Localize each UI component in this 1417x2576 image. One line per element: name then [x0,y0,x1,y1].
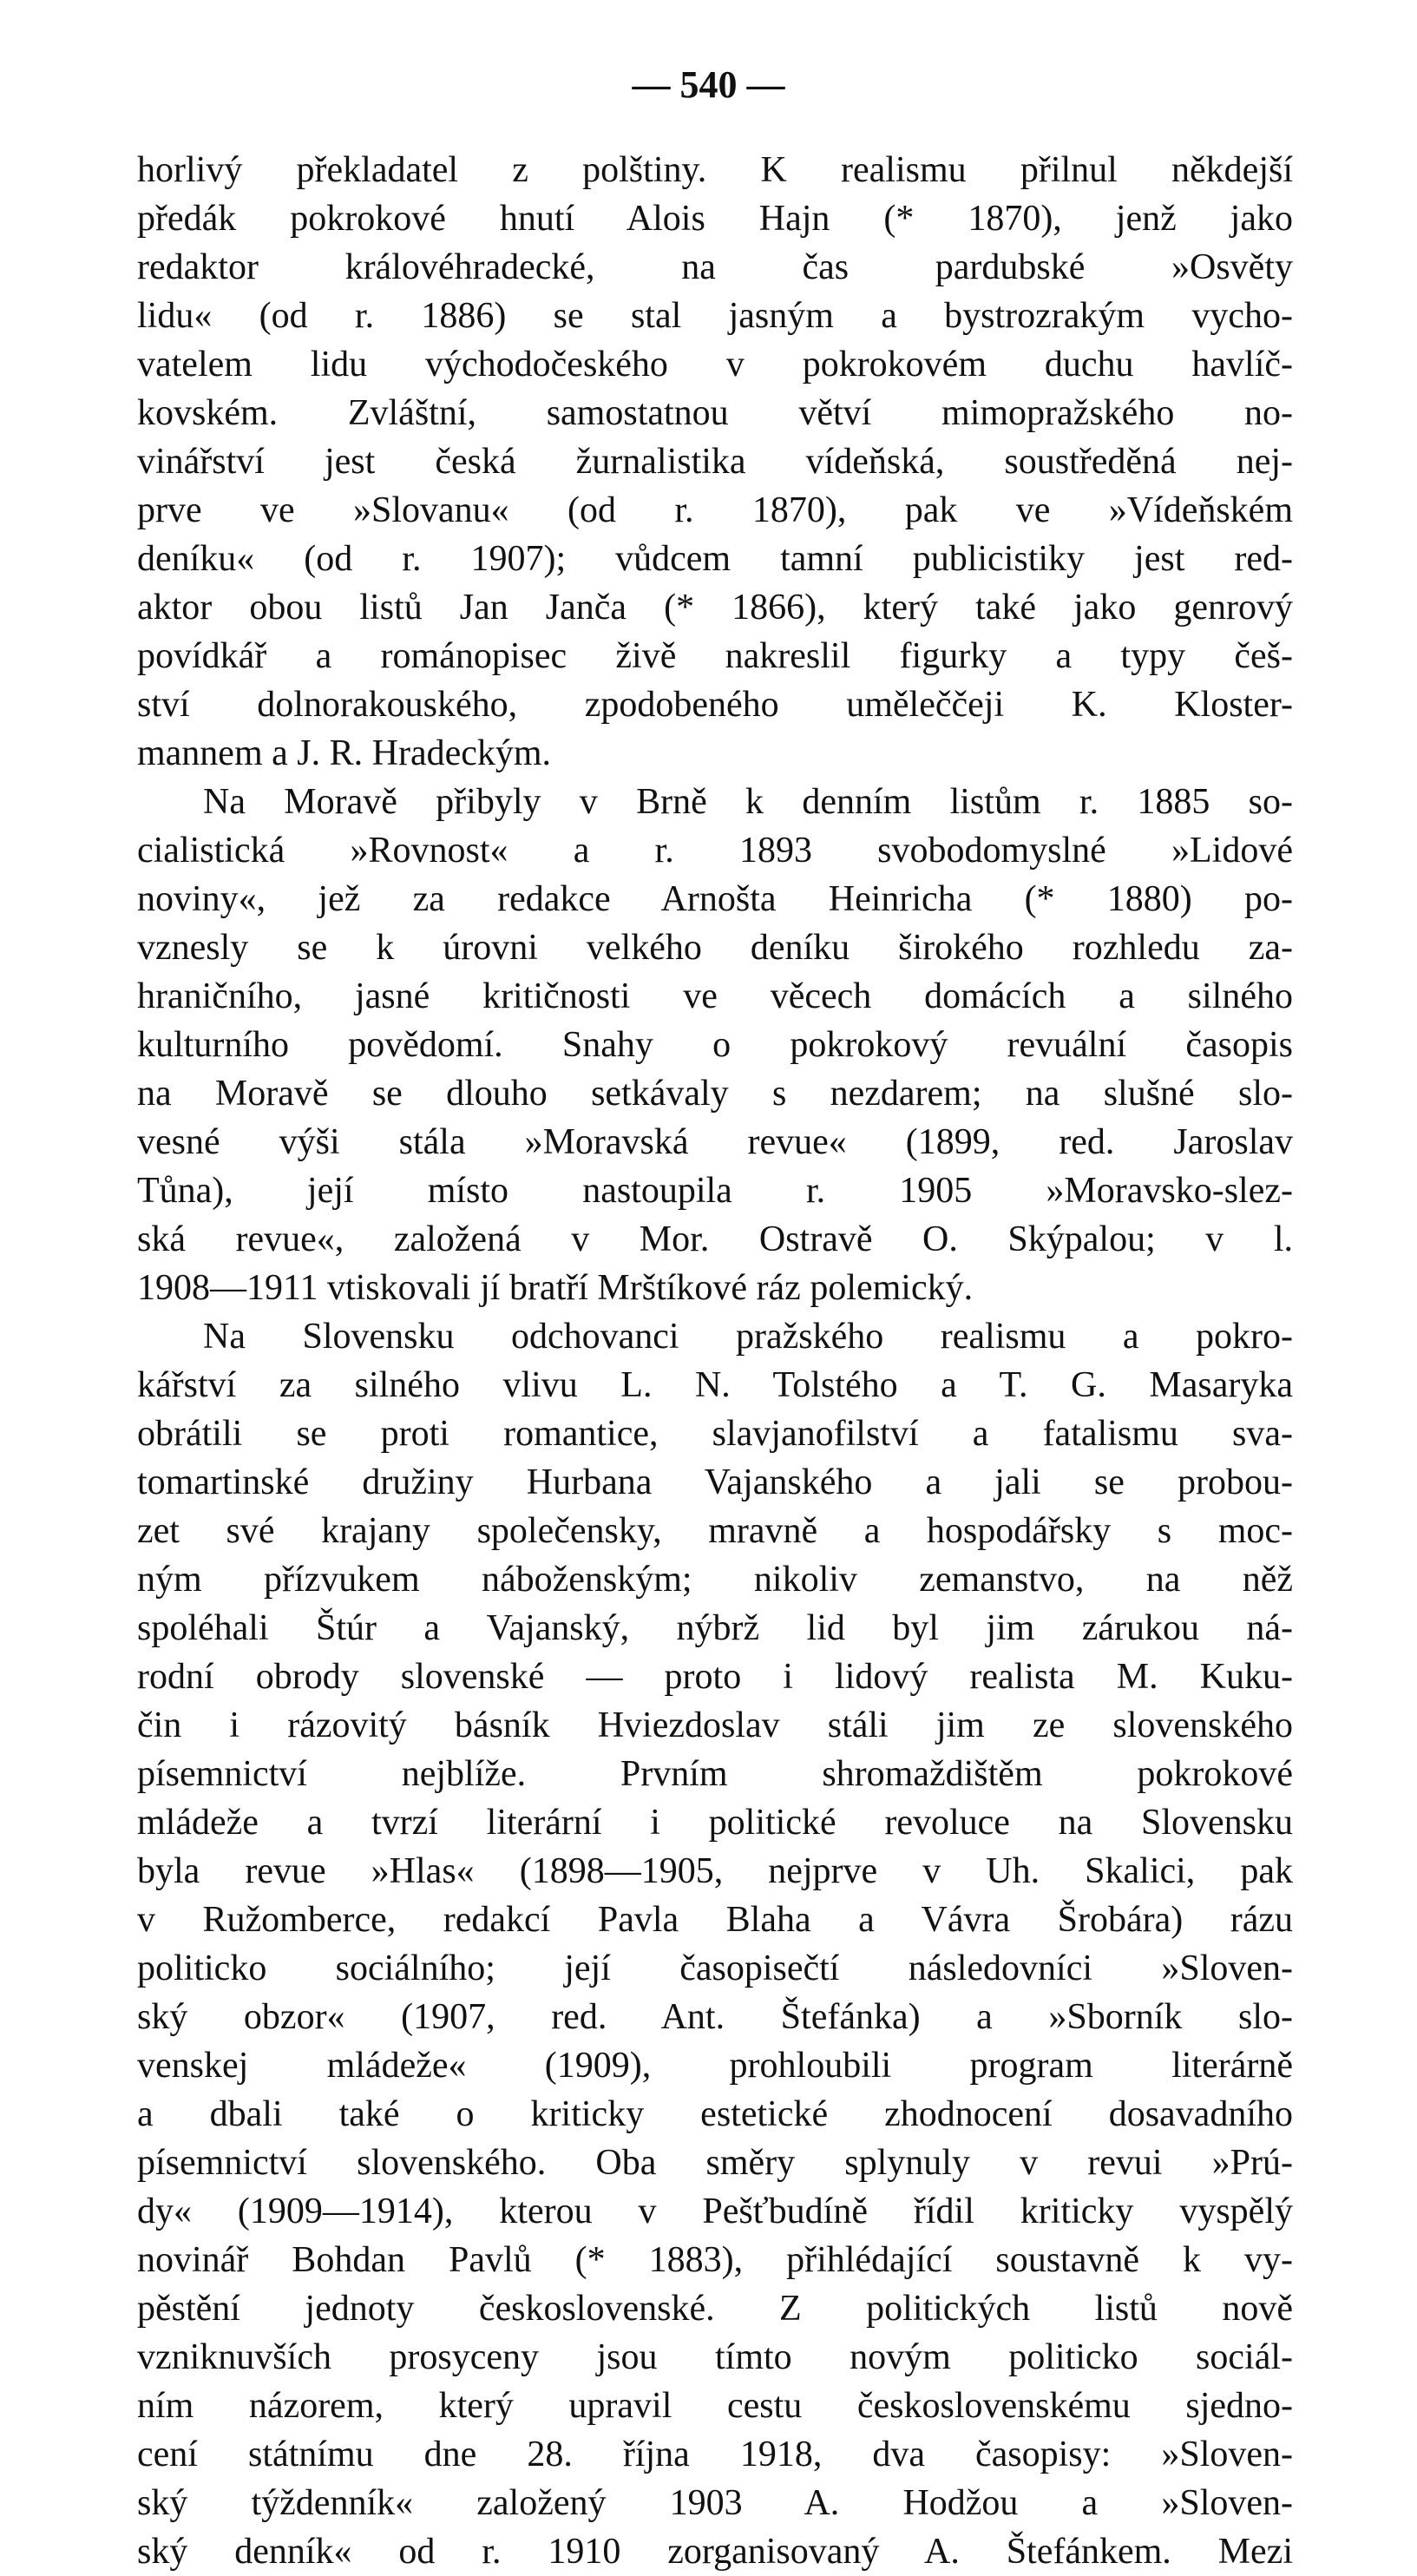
text-line: prve ve »Slovanu« (od r. 1870), pak ve »Vídeňském [137,490,1293,530]
page-number: — 540 — [632,63,785,106]
text-line: ným přízvukem náboženským; nikoliv zemanstvo, na něž [137,1560,1293,1600]
text-line: ním názorem, který upravil cestu československému sjedno- [137,2386,1293,2426]
text-line: noviny«, jež za redakce Arnošta Heinricha (* 1880) po- [137,879,1293,919]
text-line: vesné výši stála »Moravská revue« (1899, red. Jaroslav [137,1122,1293,1162]
text-line: ský obzor« (1907, red. Ant. Štefánka) a »Sborník slo- [137,1997,1293,2037]
text-line: novinář Bohdan Pavlů (* 1883), přihlédající soustavně k vy- [137,2240,1293,2280]
text-line: obrátili se proti romantice, slavjanofilství a fatalismu sva- [137,1414,1293,1454]
text-line: povídkář a románopisec živě nakreslil figurky a typy češ- [137,636,1293,676]
text-line: kovském. Zvláštní, samostatnou větví mimopražského no- [137,393,1293,433]
body-text [137,146,1293,2576]
text-line: hraničního, jasné kritičnosti ve věcech domácích a silného [137,976,1293,1016]
text-line: ský týždenník« založený 1903 A. Hodžou a »Sloven- [137,2483,1293,2523]
text-line: pěstění jednoty československé. Z politických listů nově [137,2289,1293,2329]
text-line: písemnictví slovenského. Oba směry splynuly v revui »Prú- [137,2143,1293,2183]
text-line: dy« (1909—1914), kterou v Pešťbudíně řídil kriticky vyspělý [137,2192,1293,2231]
text-line: 1908—1911 vtiskovali jí bratří Mrštíkové ráz polemický. [137,1268,974,1308]
text-line: deníku« (od r. 1907); vůdcem tamní publicistiky jest red- [137,539,1293,579]
text-line: Tůna), její místo nastoupila r. 1905 »Moravsko-slez- [137,1171,1293,1211]
text-line: rodní obrody slovenské — proto i lidový realista M. Kuku- [137,1657,1293,1697]
text-line: vzniknuvších prosyceny jsou tímto novým politicko sociál- [137,2337,1293,2377]
text-line: v Ružomberce, redakcí Pavla Blaha a Vávra Šrobára) rázu [137,1900,1293,1940]
text-line: ský denník« od r. 1910 zorganisovaný A. Štefánkem. Mezi [137,2532,1293,2572]
text-line: lidu« (od r. 1886) se stal jasným a bystrozrakým vycho- [137,296,1293,336]
text-line: zet své krajany společensky, mravně a hospodářsky s moc- [137,1511,1293,1551]
text-line: mládeže a tvrzí literární i politické revoluce na Slovensku [137,1803,1293,1843]
text-line: vinářství jest česká žurnalistika vídeňská, soustředěná nej- [137,442,1293,482]
text-line: kářství za silného vlivu L. N. Tolstého a T. G. Masaryka [137,1365,1293,1405]
text-line: aktor obou listů Jan Janča (* 1866), který také jako genrový [137,588,1293,628]
text-line: kulturního povědomí. Snahy o pokrokový revuální časopis [137,1025,1293,1065]
text-line: cení státnímu dne 28. října 1918, dva časopisy: »Sloven- [137,2435,1293,2474]
text-line: předák pokrokové hnutí Alois Hajn (* 1870), jenž jako [137,199,1293,239]
text-line: vznesly se k úrovni velkého deníku širokého rozhledu za- [137,928,1293,968]
text-line: politicko sociálního; její časopisečtí následovníci »Sloven- [137,1948,1293,1988]
text-line: spoléhali Štúr a Vajanský, nýbrž lid byl jim zárukou ná- [137,1608,1293,1648]
text-line: tomartinské družiny Hurbana Vajanského a jali se probou- [137,1462,1293,1502]
text-line: byla revue »Hlas« (1898—1905, nejprve v Uh. Skalici, pak [137,1851,1293,1891]
text-line: horlivý překladatel z polštiny. K realismu přilnul někdejší [137,150,1293,190]
text-line: ská revue«, založená v Mor. Ostravě O. Skýpalou; v l. [137,1219,1293,1259]
text-line: cialistická »Rovnost« a r. 1893 svobodomyslné »Lidové [137,831,1293,871]
paragraph-start-line: Na Moravě přibyly v Brně k denním listům r. 1885 so- [203,782,1293,822]
text-line: a dbali také o kriticky estetické zhodnocení dosavadního [137,2094,1293,2134]
text-line: ství dolnorakouského, zpodobeného uměleččeji K. Kloster- [137,685,1293,725]
text-line: čin i rázovitý básník Hviezdoslav stáli jim ze slovenského [137,1705,1293,1745]
text-line: vatelem lidu východočeského v pokrokovém duchu havlíč- [137,345,1293,384]
text-line: mannem a J. R. Hradeckým. [137,733,552,773]
text-line: redaktor královéhradecké, na čas pardubské »Osvěty [137,247,1293,287]
text-line: písemnictví nejblíže. Prvním shromaždištěm pokrokové [137,1754,1293,1794]
text-line: venskej mládeže« (1909), prohloubili program literárně [137,2046,1293,2086]
paragraph-start-line: Na Slovensku odchovanci pražského realismu a pokro- [203,1317,1293,1357]
text-line: na Moravě se dlouho setkávaly s nezdarem; na slušné slo- [137,1074,1293,1114]
